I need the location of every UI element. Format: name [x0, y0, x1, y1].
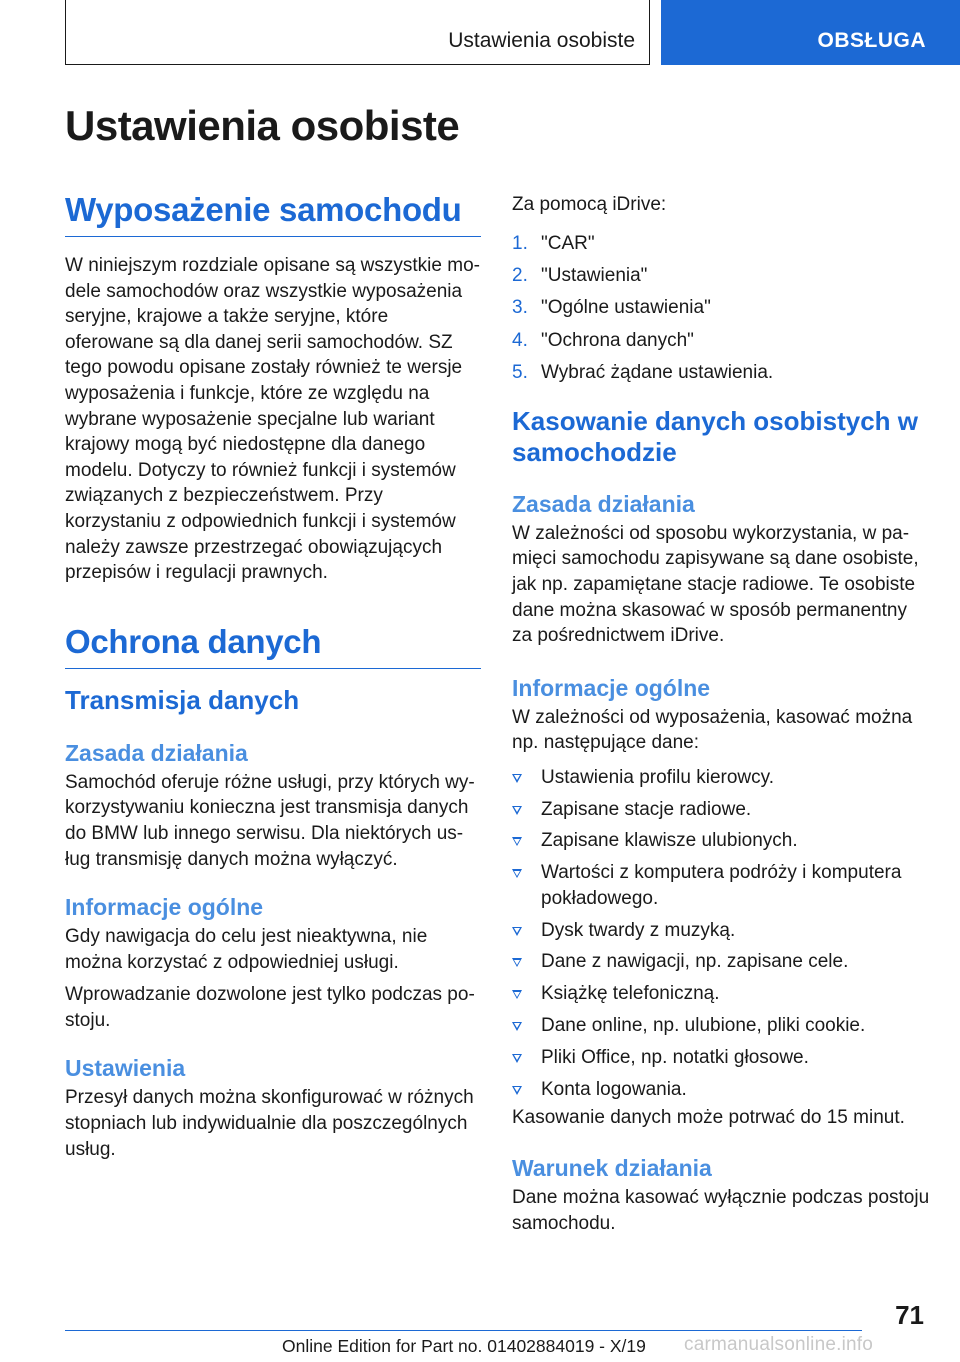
list-item [512, 1077, 930, 1103]
page-title: Ustawienia osobiste [65, 102, 460, 149]
section-tab-label: Ustawienia osobiste [448, 29, 635, 52]
step-item [512, 263, 930, 289]
step-number: 1. [512, 232, 528, 254]
step-number: 5. [512, 362, 528, 384]
chapter-tab-label: OBSŁUGA [817, 29, 926, 52]
list-item-text: Zapisane stacje radiowe. [541, 798, 752, 820]
step-number: 2. [512, 264, 528, 286]
list-item [512, 797, 930, 823]
list-item-text: Zapisane klawisze ulubionych. [541, 830, 798, 852]
delete-duration-text: Kasowanie danych może potrwać do 15 minut. [512, 1107, 905, 1129]
list-item [512, 981, 930, 1007]
list-item [512, 828, 930, 854]
step-item [512, 231, 930, 257]
delete-general-heading: Informacje ogólne [512, 674, 711, 701]
triangle-bullet-icon [512, 774, 522, 783]
triangle-bullet-icon [512, 1054, 522, 1063]
step-text: "Ustawienia" [541, 264, 648, 286]
list-item-text: Książkę telefoniczną. [541, 983, 720, 1005]
triangle-bullet-icon [512, 837, 522, 846]
transmission-heading: Transmisja danych [65, 684, 300, 715]
section-tab [65, 0, 650, 65]
transmission-principle-heading: Zasada działania [65, 739, 248, 766]
step-item [512, 328, 930, 354]
footer-edition: Online Edition for Part no. 01402884019 - X/19 [282, 1336, 646, 1356]
delete-condition-text: Dane można kasować wyłącznie podczas postoju samochodu. [512, 1186, 930, 1234]
list-item [512, 949, 930, 975]
step-text: Wybrać żądane ustawienia. [541, 362, 774, 384]
list-item-text: Dane online, np. ulubione, pliki cookie. [541, 1014, 866, 1036]
triangle-bullet-icon [512, 958, 522, 967]
list-item-text: Ustawienia profilu kierowcy. [541, 766, 775, 788]
page-number: 71 [895, 1300, 924, 1330]
step-text: "Ogólne ustawienia" [541, 297, 711, 319]
step-item [512, 360, 930, 386]
transmission-general-text-2: Wprowadzanie dozwolone jest tylko podczas postoju. [65, 984, 475, 1031]
delete-items-list [512, 765, 930, 1102]
right-column [512, 192, 930, 1236]
idrive-steps [512, 231, 930, 386]
step-number: 4. [512, 329, 528, 351]
triangle-bullet-icon [512, 927, 522, 936]
step-text: "Ochrona danych" [541, 329, 694, 351]
step-text: "CAR" [541, 232, 595, 254]
privacy-heading: Ochrona danych [65, 622, 481, 669]
step-number: 3. [512, 297, 528, 319]
triangle-bullet-icon [512, 869, 522, 878]
triangle-bullet-icon [512, 1022, 522, 1031]
list-item [512, 1045, 930, 1071]
left-column [65, 190, 481, 1162]
equipment-heading: Wyposażenie samochodu [65, 190, 481, 237]
list-item-text: Dysk twardy z muzyką. [541, 919, 736, 941]
list-item-text: Wartości z komputera podróży i komputera pokładowego. [541, 862, 902, 909]
equipment-text: W niniejszym rozdziale opisane są wszystkie modele samochodów oraz wszystkie wyposażenia seryjne, krajowe a także seryjne, które oferowane są dla danej serii samochodów. SZ tego powodu opisane zostały również te wersje wyposażenia i funkcje, które ze względu na wybrane wyposażenie specjalne lub wariant krajowy mogą być niedostępne dla danego modelu. Dotyczy to również funkcji i systemów związanych z bezpieczeństwem. Przy korzystaniu z odpowiednich funkcji i systemów należy zawsze przestrzegać obowiązujących przepisów i regulacji prawnych. [65, 255, 480, 584]
triangle-bullet-icon [512, 1086, 522, 1095]
triangle-bullet-icon [512, 990, 522, 999]
page-header [0, 0, 960, 66]
list-item [512, 765, 930, 791]
step-item [512, 295, 930, 321]
transmission-settings-heading: Ustawienia [65, 1055, 186, 1082]
transmission-general-heading: Informacje ogólne [65, 894, 264, 921]
transmission-principle-text: Samochód oferuje różne usługi, przy których wykorzystywaniu konieczna jest transmisja danych do BMW lub innego serwisu. Dla niektórych usług transmisję danych można wyłączyć. [65, 771, 475, 870]
triangle-bullet-icon [512, 806, 522, 815]
idrive-intro: Za pomocą iDrive: [512, 194, 667, 215]
list-item-text: Dane z nawigacji, np. zapisane cele. [541, 951, 849, 973]
delete-heading: Kasowanie danych osobistych w samochodzie [512, 405, 918, 467]
transmission-general-text-1: Gdy nawigacja do celu jest nieaktywna, nie można korzystać z odpowiedniej usługi. [65, 926, 428, 973]
delete-general-text: W zależności od wyposażenia, kasować można np. następujące dane: [512, 706, 913, 754]
list-item-text: Pliki Office, np. notatki głosowe. [541, 1046, 809, 1068]
delete-principle-text: W zależności od sposobu wykorzystania, w pamięci samochodu zapisywane są dane osobiste, jak np. zapamiętane stacje radiowe. Te osobiste dane można skasować w sposób permanentny za pośrednictwem iDrive. [512, 522, 919, 647]
list-item [512, 918, 930, 944]
footer-divider [65, 1330, 862, 1331]
delete-condition-heading: Warunek działania [512, 1154, 712, 1181]
transmission-settings-text: Przesył danych można skonfigurować w różnych stopniach lub indywidualnie dla poszczególnych usług. [65, 1087, 474, 1160]
chapter-tab [661, 0, 960, 65]
delete-principle-heading: Zasada działania [512, 490, 695, 517]
footer-watermark: carmanualsonline.info [684, 1334, 874, 1355]
list-item-text: Konta logowania. [541, 1078, 687, 1100]
list-item [512, 860, 930, 911]
list-item [512, 1013, 930, 1039]
